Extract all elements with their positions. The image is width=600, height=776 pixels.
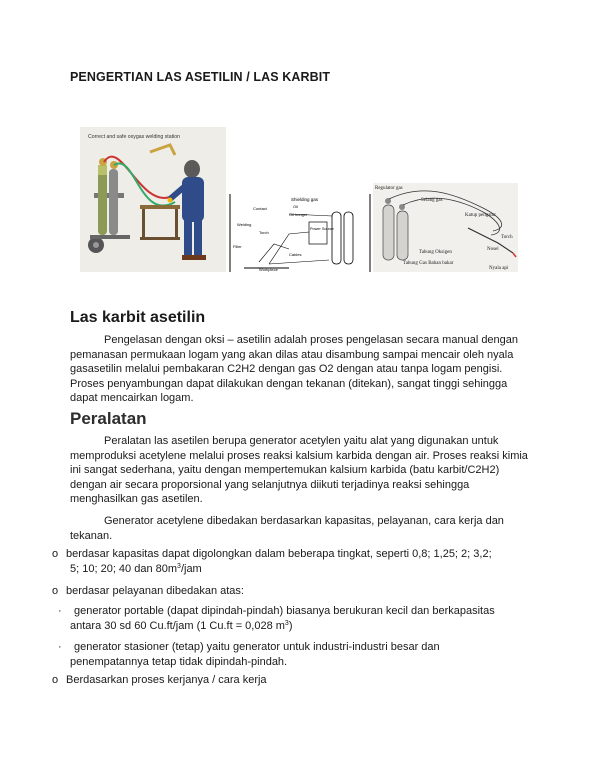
list-marker: o: [52, 548, 59, 560]
diagram-label-katup-pengatur: Katup pengatur: [465, 213, 496, 218]
schematic-label-filler: Filler: [233, 244, 242, 249]
list-marker-dot: ·: [58, 605, 62, 617]
section-heading-las-karbit: Las karbit asetilin: [70, 309, 206, 326]
list-marker: o: [52, 674, 59, 686]
list-item-proses-kerja: Berdasarkan proses kerjanya / cara kerja: [66, 674, 267, 686]
schematic-label-power-source: Power Source: [310, 227, 334, 231]
list-subitem-portable: [70, 604, 540, 633]
section-paragraph-las-karbit: Pengelasan dengan oksi – asetilin adalah proses pengelasan secara manual dengan pemanasan permukaan logam yang akan dilas atau disambung sampai mencair oleh nyala gasasetilin melalui pembakaran C2H2 dengan gas O2 dengan atau tanpa logam pengisi. Proses penyambungan dapat dilakukan dengan tekanan (ditekan), sangat tinggi sehingga dapat mencairkan logam.: [70, 334, 519, 405]
list-marker-dot: ·: [58, 641, 62, 653]
section-paragraph-peralatan-2: Generator acetylene dibedakan berdasarkan kapasitas, pelayanan, cara kerja dan tekanan.: [70, 515, 504, 542]
diagram-label-torch: Torch: [501, 235, 513, 240]
diagram-label-nosel: Nosel: [487, 247, 499, 252]
diagram-label-selang-gas: Selang gas: [421, 198, 443, 203]
diagram-label-tabung-gas-bahan-bakar: Tabung Gas Bahan bakar: [403, 261, 454, 266]
list-subitem-stasioner: [70, 640, 540, 669]
schematic-label-oil: Oil: [293, 204, 298, 209]
list-subitem-portable-end: ): [288, 619, 293, 632]
page-title: PENGERTIAN LAS ASETILIN / LAS KARBIT: [70, 70, 331, 84]
schematic-label-shielding-gas: Shielding gas: [291, 197, 319, 202]
welding-schematic-image: [229, 194, 371, 272]
list-marker: o: [52, 585, 59, 597]
list-item-pelayanan: berdasar pelayanan dibedakan atas:: [66, 585, 244, 597]
section-heading-peralatan: Peralatan: [70, 409, 147, 428]
list-subitem-portable-sup: 3: [284, 619, 289, 627]
schematic-label-welding: Welding: [237, 222, 252, 227]
list-item-kapasitas-unit: /jam: [180, 562, 202, 575]
list-subitem-stasioner-line2: penempatannya tetap tidak dipindah-pindah.: [70, 655, 288, 668]
diagram-label-regulator-gas: Regulator gas: [375, 186, 403, 191]
diagram-label-tabung-oksigen: Tabung Oksigen: [419, 250, 452, 255]
list-subitem-stasioner-line1: generator stasioner (tetap) yaitu generator untuk industri-industri besar dan: [74, 641, 440, 653]
list-item-kapasitas-sup: 3: [177, 562, 181, 570]
schematic-label-cables: Cables: [289, 252, 302, 257]
list-subitem-portable-line2: antara 30 sd 60 Cu.ft/jam (1 Cu.ft = 0,028 m: [70, 619, 285, 632]
welding-station-image: [80, 127, 226, 272]
diagram-label-nyala-api: Nyala api: [489, 266, 509, 271]
list-subitem-portable-line1: generator portable (dapat dipindah-pindah) biasanya berukuran kecil dan berkapasitas: [74, 605, 495, 617]
schematic-label-workpiece: Workpiece: [259, 267, 278, 272]
section-paragraph-peralatan-1: Peralatan las asetilen berupa generator acetylen yaitu alat yang digunakan untuk memproduksi acetylene melalui proses reaksi kalsium karbida dengan air. Proses reaksi kimia ini sangat sederhana, yaitu dengan mempertemukan kalsium karbida (batu karbit/C2H2) dengan air secara proporsional yang selanjutnya diikuti terjadinya reaksi sehingga menghasilkan gas asetilen.: [70, 435, 528, 506]
list-item-kapasitas-line1: berdasar kapasitas dapat digolongkan dalam beberapa tingkat, seperti 0,8; 1,25; 2; 3,2;: [66, 548, 492, 560]
figure1-title: Correct and safe oxygas welding station: [88, 134, 180, 140]
schematic-label-oil-hunger: Oil hunger: [289, 212, 308, 217]
gas-hose-diagram-image: [373, 183, 518, 272]
list-item-kapasitas: [66, 547, 536, 576]
list-item-kapasitas-line2: 5; 10; 20; 40 dan 80m: [70, 562, 178, 575]
schematic-label-torch: Torch: [259, 230, 269, 235]
schematic-label-contact: Contact: [253, 206, 267, 211]
